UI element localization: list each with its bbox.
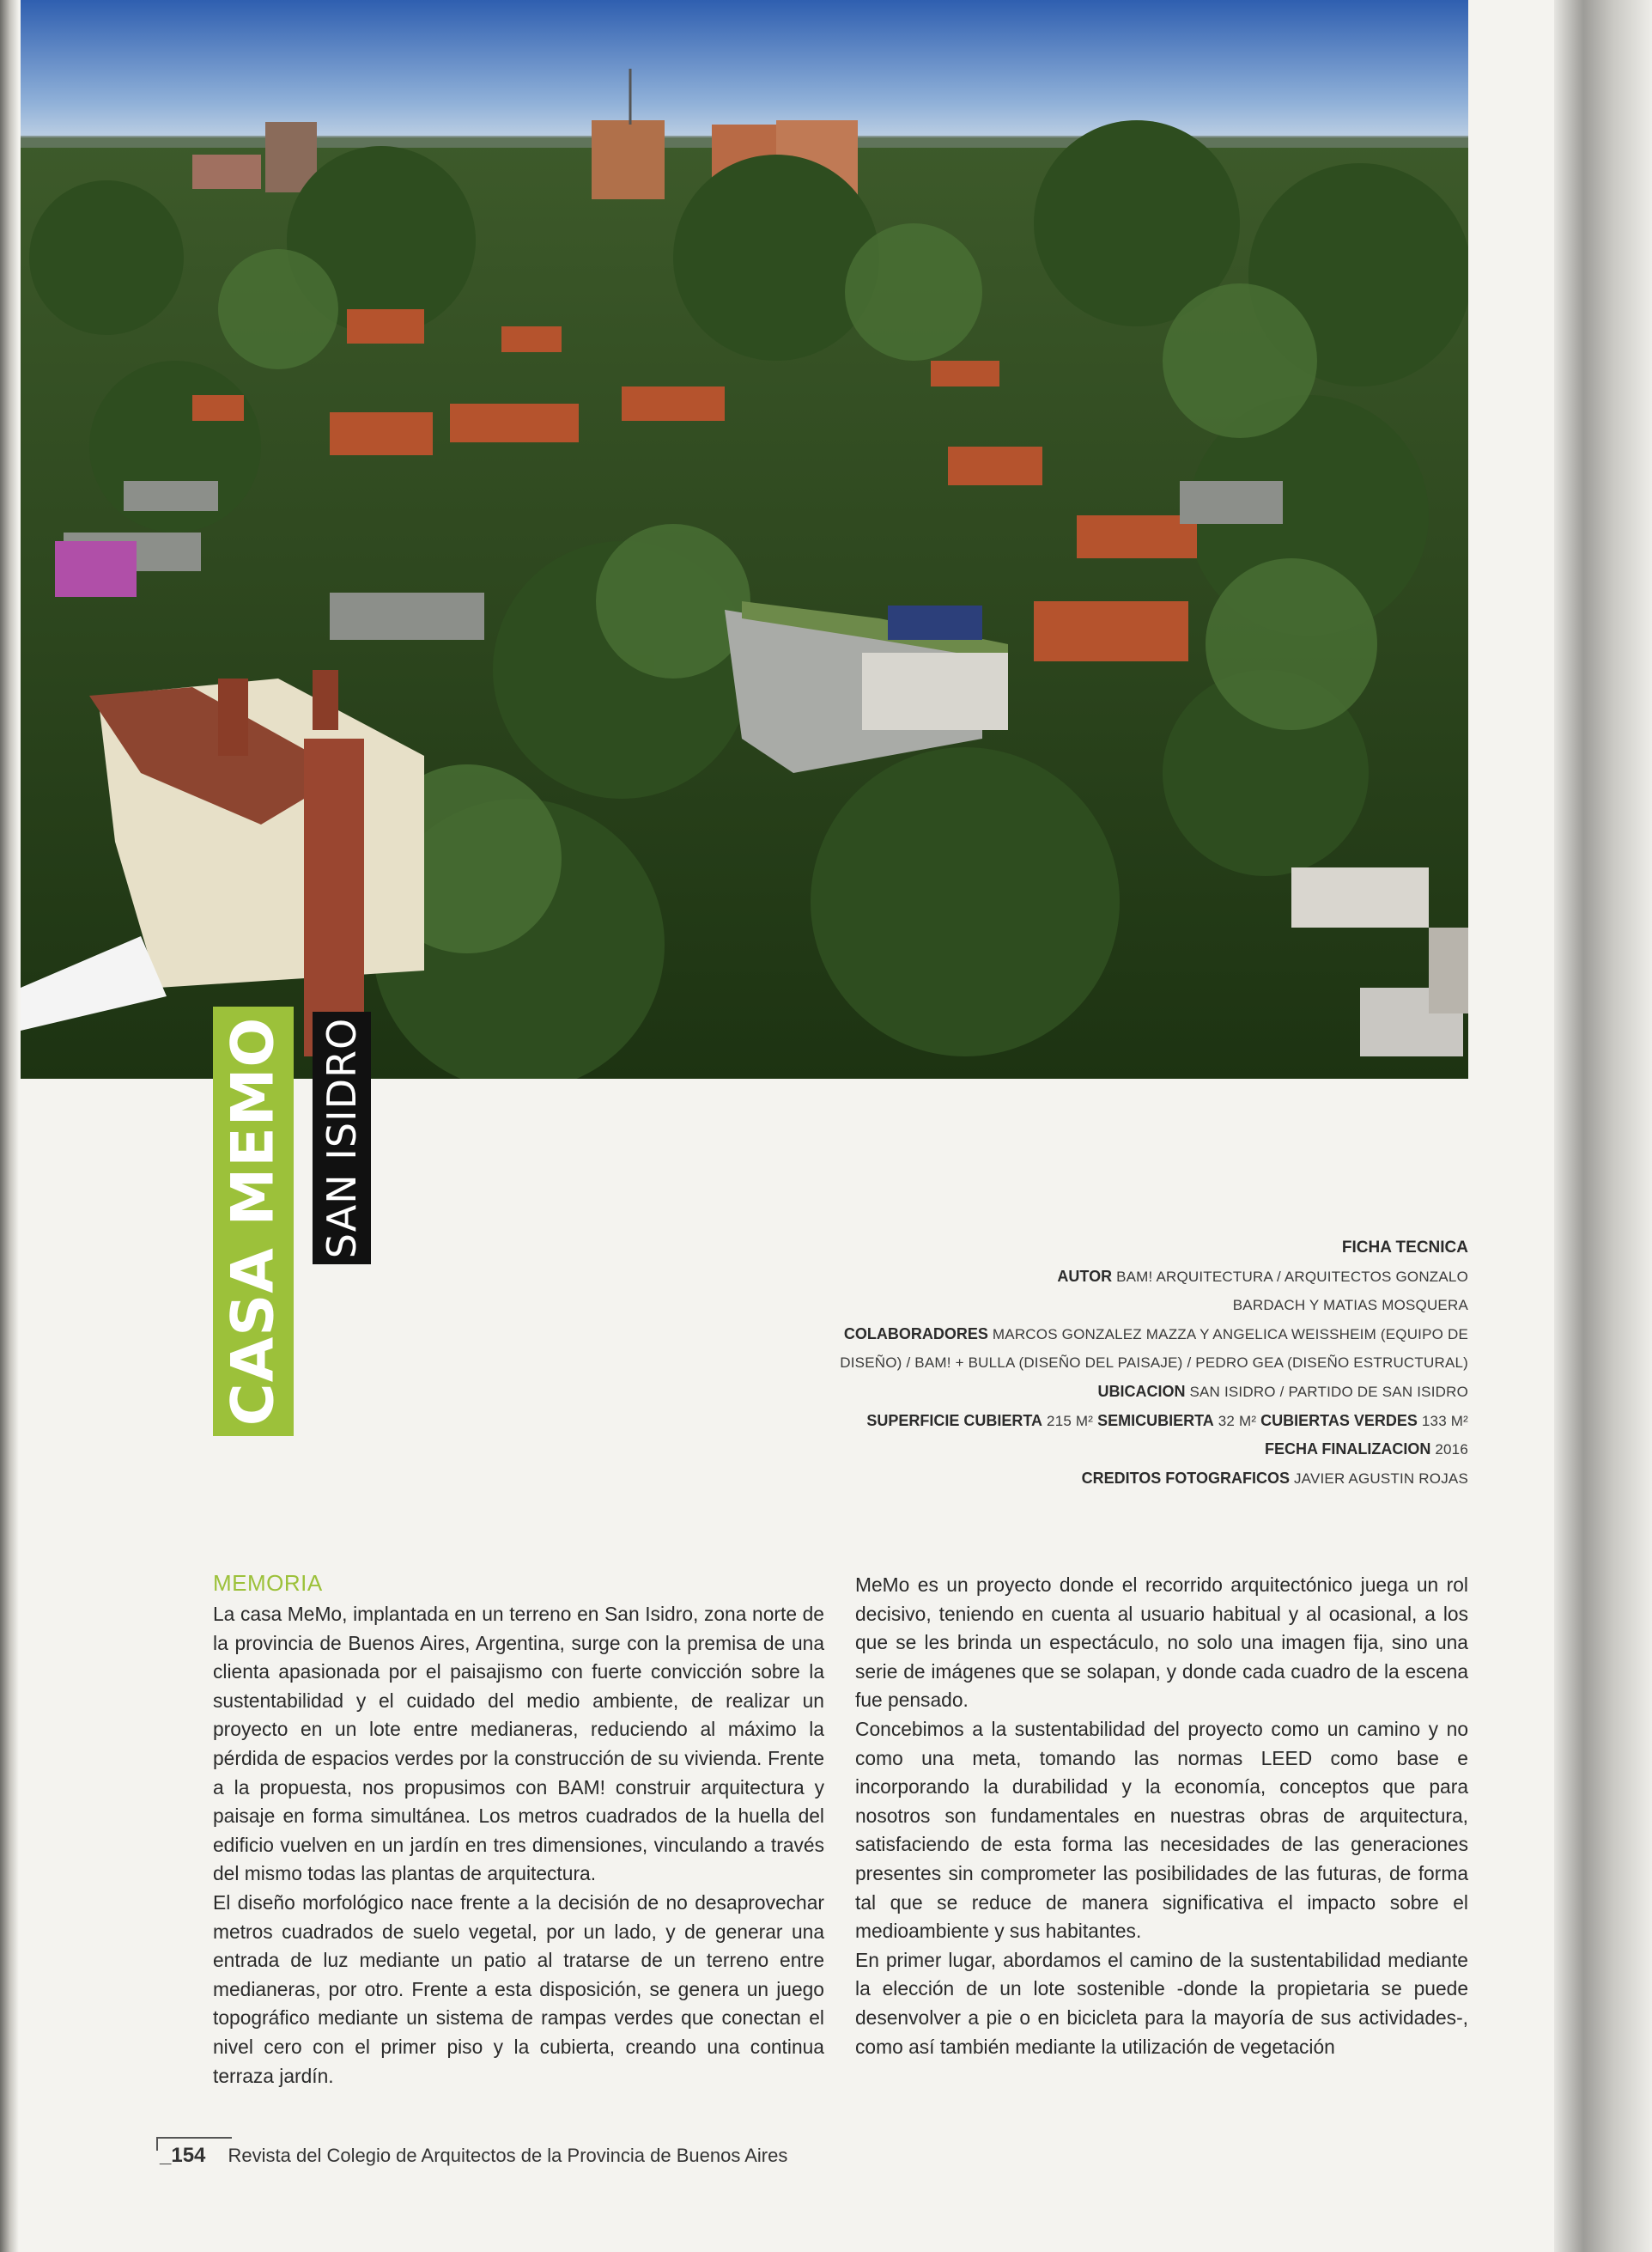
semicubierta-value: 32 M² [1218, 1412, 1261, 1429]
ficha-fecha-line [756, 1435, 1468, 1464]
ficha-colaboradores-line [756, 1320, 1468, 1349]
autor-value-continued: BARDACH Y MATIAS MOSQUERA [1232, 1297, 1468, 1314]
body-column-left [213, 1600, 824, 2091]
technical-sheet [756, 1233, 1468, 1493]
aerial-photo [21, 0, 1468, 1079]
ficha-ubicacion-line [756, 1378, 1468, 1407]
colaboradores-value: MARCOS GONZALEZ MAZZA Y ANGELICA WEISSHEIM (EQUIPO DE [992, 1325, 1468, 1342]
paragraph: MeMo es un proyecto donde el recorrido arquitectónico juega un rol decisivo, teniendo en cuenta al usuario habitual y al ocasional, a los que se les brinda un espectáculo, no solo una imagen fija, sino una serie de imágenes que se solapan, y donde cada cuadro de la escena fue pensado. [855, 1573, 1468, 1712]
superficie-label: SUPERFICIE CUBIERTA [866, 1411, 1043, 1429]
binding-shadow [0, 0, 19, 2252]
article-title: CASA MEMO [219, 1016, 288, 1427]
ubicacion-value: SAN ISIDRO / PARTIDO DE SAN ISIDRO [1189, 1383, 1468, 1400]
fecha-value: 2016 [1435, 1441, 1468, 1458]
verdes-value: 133 M² [1421, 1412, 1468, 1429]
paragraph: La casa MeMo, implantada en un terreno en San Isidro, zona norte de la provincia de Buenos Aires, Argentina, surge con la premisa de una clienta apasionada por el paisajismo con fuerte convicción sobre la sustentabilidad y el cuidado del medio ambiente, de realizar un proyecto en un lote entre medianeras, reduciendo al máximo la pérdida de espacios verdes por la construcción de su vivienda. Frente a la propuesta, nos propusimos con BAM! construir arquitectura y paisaje en forma simultánea. Los metros cuadrados de la huella del edificio vuelven en un jardín en tres dimensiones, vinculando a través del mismo todas las plantas de arquitectura. [213, 1603, 824, 1885]
page-number: _154 [160, 2144, 206, 2167]
memoria-heading: MEMORIA [213, 1570, 323, 1596]
ficha-autor-line [756, 1263, 1468, 1292]
article-subtitle: SAN ISIDRO [319, 1017, 365, 1259]
body-column-right [855, 1571, 1468, 2061]
ubicacion-label: UBICACION [1097, 1382, 1186, 1400]
verdes-label: CUBIERTAS VERDES [1260, 1411, 1418, 1429]
semicubierta-label: SEMICUBIERTA [1097, 1411, 1214, 1429]
ficha-superficie-line [756, 1407, 1468, 1436]
colaboradores-value-continued: DISEÑO) / BAM! + BULLA (DISEÑO DEL PAISAJE) / PEDRO GEA (DISEÑO ESTRUCTURAL) [840, 1354, 1468, 1372]
ficha-heading: FICHA TECNICA [1341, 1239, 1468, 1257]
autor-value: BAM! ARQUITECTURA / ARQUITECTOS GONZALO [1116, 1268, 1468, 1285]
creditos-value: JAVIER AGUSTIN ROJAS [1293, 1470, 1468, 1487]
fecha-label: FECHA FINALIZACION [1265, 1440, 1431, 1458]
facing-page-edge [1554, 0, 1652, 2252]
creditos-label: CREDITOS FOTOGRAFICOS [1081, 1469, 1290, 1487]
paragraph: Concebimos a la sustentabilidad del proyecto como un camino y no como una meta, tomando las normas LEED como base e incorporando la durabilidad y la economía, conceptos que para nosotros son fundamentales en nuestras obras de arquitectura, satisfaciendo de esta forma las necesidades de las generaciones presentes sin comprometer las posibilidades de las futuras, de forma tal que se reduce de manera significativa el impacto sobre el medioambiente y sus habitantes. [855, 1717, 1468, 1943]
paragraph: El diseño morfológico nace frente a la decisión de no desaprovechar metros cuadrados de suelo vegetal, por un lado, y de generar una entrada de luz mediante un patio al tratarse de un terreno entre medianeras, por otro. Frente a esta disposición, se genera un juego topográfico mediante un sistema de rampas verdes que conectan el nivel cero con el primer piso y la cubierta, creando una continua terraza jardín. [213, 1890, 824, 2087]
publication-name: Revista del Colegio de Arquitectos de la Provincia de Buenos Aires [228, 2145, 788, 2166]
ficha-creditos-line [756, 1464, 1468, 1494]
colaboradores-label: COLABORADORES [843, 1324, 988, 1342]
autor-label: AUTOR [1057, 1267, 1113, 1285]
superficie-value: 215 M² [1047, 1412, 1098, 1429]
paragraph: En primer lugar, abordamos el camino de la sustentabilidad mediante la elección de un lote sostenible -donde la propietaria se puede desenvolver a pie o en bicicleta para la mayoría de sus actividades-, como así también mediante la utilización de vegetación [855, 1948, 1468, 2058]
page-footer [160, 2144, 787, 2168]
